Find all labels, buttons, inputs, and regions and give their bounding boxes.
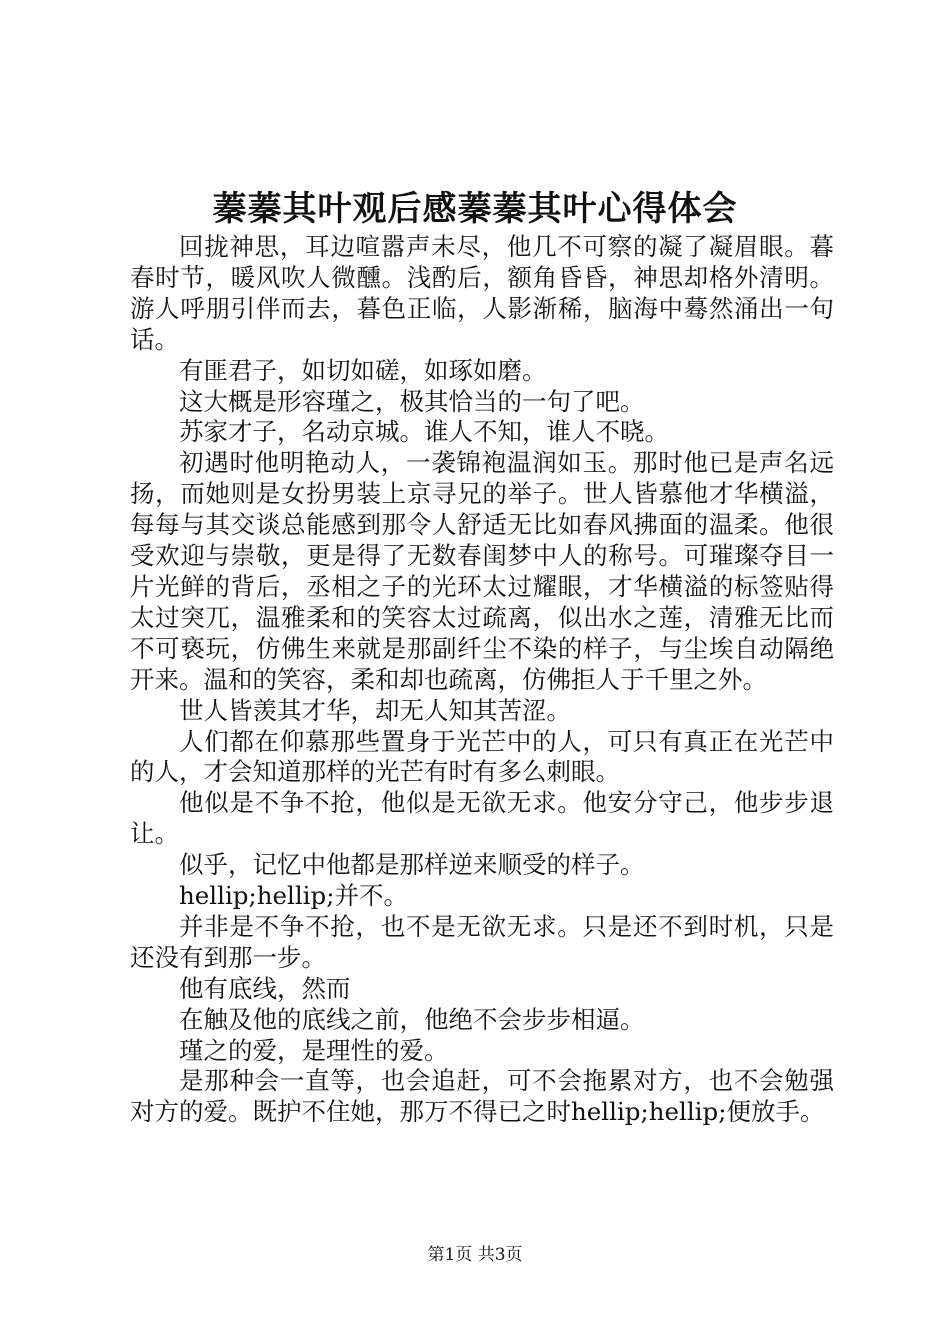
paragraph: 回拢神思，耳边喧嚣声未尽，他几不可察的凝了凝眉眼。暮春时节，暖风吹人微醺。浅酌后，额角昏昏，神思却格外清明。游人呼朋引伴而去，暮色正临，人影渐稀，脑海中蓦然涌出一句话。 xyxy=(130,232,834,354)
paragraph: 并非是不争不抢，也不是无欲无求。只是还不到时机，只是还没有到那一步。 xyxy=(130,911,834,972)
paragraph: 他似是不争不抢，他似是无欲无求。他安分守己，他步步退让。 xyxy=(130,788,834,849)
paragraph: 他有底线，然而 xyxy=(179,973,351,1003)
paragraph: hellip;hellip;并不。 xyxy=(179,881,408,911)
paragraph: 是那种会一直等，也会追赶，可不会拖累对方，也不会勉强对方的爱。既护不住她，那万不得已之时hellip;hellip;便放手。 xyxy=(130,1066,834,1127)
document-body xyxy=(130,232,834,1128)
paragraph: 苏家才子，名动京城。谁人不知，谁人不晓。 xyxy=(179,417,669,447)
paragraph: 在触及他的底线之前，他绝不会步步相逼。 xyxy=(179,1004,645,1034)
paragraph: 有匪君子，如切如磋，如琢如磨。 xyxy=(179,355,547,385)
page-number-footer: 第1页 共3页 xyxy=(427,1245,523,1265)
document-title: 蓁蓁其叶观后感蓁蓁其叶心得体会 xyxy=(212,189,738,229)
paragraph: 人们都在仰慕那些置身于光芒中的人，可只有真正在光芒中的人，才会知道那样的光芒有时有多么刺眼。 xyxy=(130,726,834,787)
paragraph: 瑾之的爱，是理性的爱。 xyxy=(179,1035,449,1065)
paragraph: 这大概是形容瑾之，极其恰当的一句了吧。 xyxy=(179,386,645,416)
paragraph: 似乎，记忆中他都是那样逆来顺受的样子。 xyxy=(179,850,645,880)
paragraph: 初遇时他明艳动人，一袭锦袍温润如玉。那时他已是声名远扬，而她则是女扮男装上京寻兄的举子。世人皆慕他才华横溢，每每与其交谈总能感到那令人舒适无比如春风拂面的温柔。他很受欢迎与崇敬，更是得了无数春闺梦中人的称号。可璀璨夺目一片光鲜的背后，丞相之子的光环太过耀眼，才华横溢的标签贴得太过突兀，温雅柔和的笑容太过疏离，似出水之莲，清雅无比而不可亵玩，仿佛生来就是那副纤尘不染的样子，与尘埃自动隔绝开来。温和的笑容，柔和却也疏离，仿佛拒人于千里之外。 xyxy=(130,448,834,694)
paragraph: 世人皆羡其才华，却无人知其苦涩。 xyxy=(179,695,571,725)
